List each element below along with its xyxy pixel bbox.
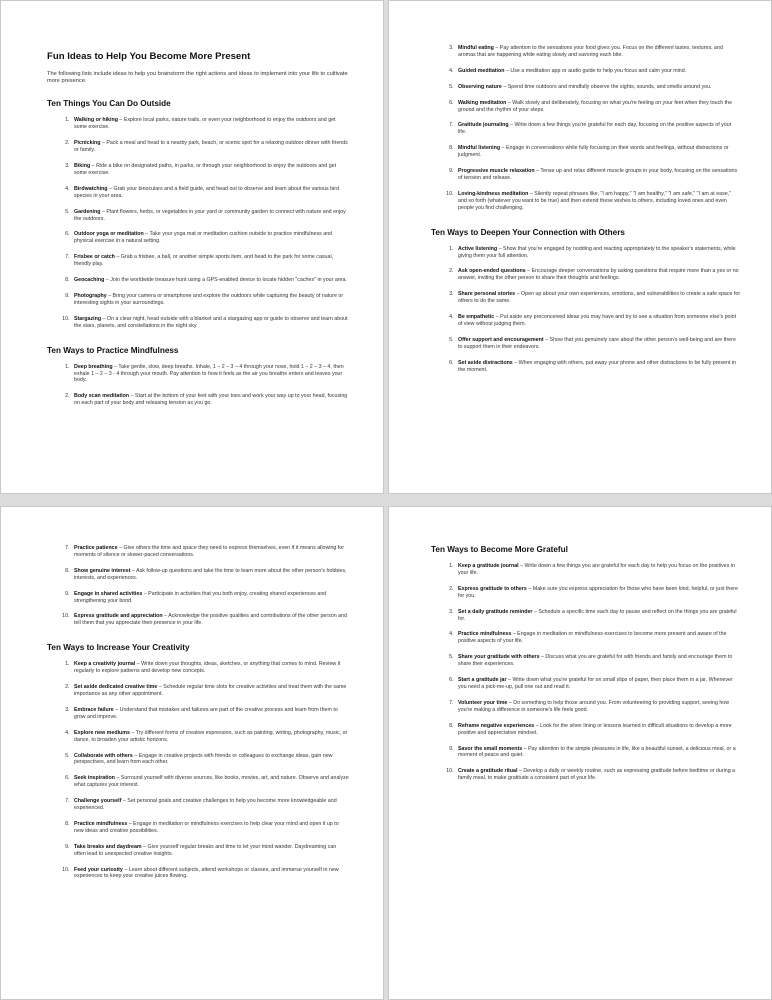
list-item: 2. Picnicking – Pack a meal and head to a nearby park, beach, or scenic spot for a relaxing outdoor dinner with friends or family. xyxy=(71,140,349,154)
list-item: 6. Start a gratitude jar – Write down what you're grateful for on small slips of paper, then place them in a jar. Whenever you need a pick-me-up, pull one out and read it. xyxy=(455,677,741,691)
list-item: 3. Set a daily gratitude reminder – Schedule a specific time each day to pause and reflect on the things you are grateful for. xyxy=(455,609,741,623)
section-heading-creativity: Ten Ways to Increase Your Creativity xyxy=(47,643,190,653)
list-item: 9. Progressive muscle relaxation – Tense up and relax different muscle groups in your body, focusing on the sensations of tension and release. xyxy=(455,168,741,182)
list-item: 7. Practice patience – Give others the time and space they need to express themselves, even if it means allowing for moments of silence or slower-paced conversations. xyxy=(71,545,349,559)
list-item: 4. Birdwatching – Grab your binoculars and a field guide, and head out to observe and learn about the various bird species in your area. xyxy=(71,186,349,200)
list-item: 8. Reframe negative experiences – Look for the silver lining or lessons learned in difficult situations to develop a more positive and appreciative mindset. xyxy=(455,723,741,737)
list-item: 2. Ask open-ended questions – Encourage deeper conversations by asking questions that require more than a yes or no answer, inviting the other person to share their thoughts and feelings. xyxy=(455,268,741,282)
list-item: 8. Mindful listening – Engage in conversations while fully focusing on their words and feelings, without distractions or judgment. xyxy=(455,145,741,159)
list-item: 7. Frisbee or catch – Grab a frisbee, a ball, or another simple sports item, and head to the park for some casual, friendly play. xyxy=(71,254,349,268)
list-item: 8. Geocaching – Join the worldwide treasure hunt using a GPS-enabled device to locate hidden "caches" in your area. xyxy=(71,277,349,284)
list-item: 9. Photography – Bring your camera or smartphone and explore the outdoors while capturing the beauty of nature or interesting sights in your surroundings. xyxy=(71,293,349,307)
list-item: 1. Deep breathing – Take gentle, slow, deep breaths. Inhale, 1 – 2 – 3 – 4 through your nose, hold 1 – 2 – 3 – 4, then exhale 1 – 2 – 3 - 4 through your mouth. Pay attention to how it feels as the air you breathe enters and leaves your body. xyxy=(71,364,349,385)
list-item: 6. Seek inspiration – Surround yourself with diverse sources, like books, movies, art, and nature. Observe and analyze what captures your interest. xyxy=(71,775,349,789)
list-item: 10. Loving-kindness meditation – Silently repeat phrases like, "I am happy," "I am healthy," "I am safe," "I am at ease," and so forth (whatever you want to be true) and then extend these wishes to others, including loved ones and even people you find challenging. xyxy=(455,191,741,212)
list-mindfulness-continued xyxy=(431,45,741,212)
list-item: 10. Stargazing – On a clear night, head outside with a blanket and a stargazing app or guide to observe and learn about the stars, planets, and constellations in the night sky. xyxy=(71,316,349,330)
list-item: 3. Biking – Ride a bike on designated paths, in parks, or through your neighborhood to enjoy the outdoors and get some exercise. xyxy=(71,163,349,177)
list-mindfulness xyxy=(47,364,349,408)
list-item: 5. Share your gratitude with others – Discuss what you are grateful for with friends and family and encourage them to share their experiences. xyxy=(455,654,741,668)
list-item: 5. Collaborate with others – Engage in creative projects with friends or colleagues to exchange ideas, gain new perspectives, and learn from each other. xyxy=(71,753,349,767)
list-item: 7. Challenge yourself – Set personal goals and creative challenges to help you become more knowledgeable and experienced. xyxy=(71,798,349,812)
list-item: 5. Observing nature – Spend time outdoors and mindfully observe the sights, sounds, and smells around you. xyxy=(455,84,741,91)
document-page-2 xyxy=(388,0,772,494)
list-item: 7. Gratitude journaling – Write down a few things you're grateful for each day, focusing on the positive aspects of your life. xyxy=(455,122,741,136)
list-item: 9. Take breaks and daydream – Give yourself regular breaks and time to let your mind wander. Daydreaming can often lead to unexpected creative insights. xyxy=(71,844,349,858)
list-item: 4. Explore new mediums – Try different forms of creative expression, such as painting, writing, photography, music, or dance, to broaden your artistic horizons. xyxy=(71,730,349,744)
section-heading-connection: Ten Ways to Deepen Your Connection with Others xyxy=(431,227,625,237)
list-item: 8. Practice mindfulness – Engage in meditation or mindfulness exercises to help clear your mind and open it up to new ideas and creative possibilities. xyxy=(71,821,349,835)
list-item: 3. Mindful eating – Pay attention to the sensations your food gives you. Focus on the different tastes, textures, and aromas that are happening while eating slowly and savoring each bite. xyxy=(455,45,741,59)
document-page-3 xyxy=(0,506,384,1000)
section-heading-outside: Ten Things You Can Do Outside xyxy=(47,99,171,109)
list-item: 4. Practice mindfulness – Engage in meditation or mindfulness exercises to become more present and aware of the positive aspects of your life. xyxy=(455,631,741,645)
list-item: 6. Set aside distractions – When engaging with others, put away your phone and other distractions to be fully present in the moment. xyxy=(455,360,741,374)
list-item: 9. Savor the small moments – Pay attention to the simple pleasures in life, like a beautiful sunset, a delicious meal, or a moment of peace and quiet. xyxy=(455,746,741,760)
list-item: 5. Gardening – Plant flowers, herbs, or vegetables in your yard or community garden to connect with nature and enjoy the outdoors. xyxy=(71,209,349,223)
page-title: Fun Ideas to Help You Become More Present xyxy=(47,51,251,62)
list-item: 9. Engage in shared activities – Participate in activities that you both enjoy, creating shared experiences and strengthening your bond. xyxy=(71,591,349,605)
list-item: 6. Walking meditation – Walk slowly and deliberately, focusing on what you're feeling on your feet when they touch the ground and the rhythm of your steps. xyxy=(455,100,741,114)
list-item: 1. Keep a creativity journal – Write down your thoughts, ideas, sketches, or anything that comes to mind. Review it regularly to explore patterns and develop new concepts. xyxy=(71,661,349,675)
list-connection-continued xyxy=(47,545,349,627)
intro-paragraph: The following lists include ideas to help you brainstorm the right actions and ideas to implement into your life to cultivate more presence. xyxy=(47,71,348,85)
document-page-1 xyxy=(0,0,384,494)
list-item: 4. Be empathetic – Put aside any preconceived ideas you may have and try to see a situation from someone else's point of view without judging them. xyxy=(455,314,741,328)
list-item: 6. Outdoor yoga or meditation – Take your yoga mat or meditation cushion outside to practice mindfulness and physical exercise in a natural setting. xyxy=(71,231,349,245)
list-item: 10. Feed your curiosity – Learn about different subjects, attend workshops or classes, and immerse yourself in new experiences to keep your creative juices flowing. xyxy=(71,867,349,881)
list-item: 1. Active listening – Show that you're engaged by nodding and reacting appropriately to the speaker's statements, while giving them your full attention. xyxy=(455,246,741,260)
list-creativity xyxy=(47,661,349,880)
list-item: 7. Volunteer your time – Do something to help those around you. From volunteering to providing support, seeing how you're making a difference in someone's life feels good. xyxy=(455,700,741,714)
list-item: 1. Keep a gratitude journal – Write down a few things you are grateful for each day to help you focus on the positives in your life. xyxy=(455,563,741,577)
list-item: 4. Guided meditation – Use a meditation app or audio guide to help you focus and calm your mind. xyxy=(455,68,741,75)
section-heading-mindfulness: Ten Ways to Practice Mindfulness xyxy=(47,345,179,355)
list-item: 10. Create a gratitude ritual – Develop a daily or weekly routine, such as expressing gratitude before bedtime or during a family meal, to make gratitude a consistent part of your life. xyxy=(455,768,741,782)
list-item: 1. Walking or hiking – Explore local parks, nature trails, or even your neighborhood to enjoy the outdoors and get some exercise. xyxy=(71,117,349,131)
list-item: 3. Embrace failure – Understand that mistakes and failures are part of the creative process and learn from them to grow and improve. xyxy=(71,707,349,721)
list-item: 2. Body scan meditation – Start at the bottom of your feet with your toes and work your way up to your head, focusing on each part of your body and releasing tension as you go. xyxy=(71,393,349,407)
list-gratitude xyxy=(431,563,741,782)
list-connection xyxy=(431,246,741,374)
list-item: 3. Share personal stories – Open up about your own experiences, emotions, and vulnerabilities to create a safe space for others to do the same. xyxy=(455,291,741,305)
list-item: 2. Set aside dedicated creative time – Schedule regular time slots for creative activities and treat them with the same importance as any other appointment. xyxy=(71,684,349,698)
list-item: 10. Express gratitude and appreciation – Acknowledge the positive qualities and contributions of the other person and tell them that you appreciate their presence in your life. xyxy=(71,613,349,627)
list-item: 2. Express gratitude to others – Make sure you express appreciation for those who have been kind, helpful, or just there for you. xyxy=(455,586,741,600)
list-item: 5. Offer support and encouragement – Show that you genuinely care about the other person's well-being and are there to support them in their endeavors. xyxy=(455,337,741,351)
document-page-4 xyxy=(388,506,772,1000)
list-item: 8. Show genuine interest – Ask follow-up questions and take the time to learn more about the other person's hobbies, interests, and experiences. xyxy=(71,568,349,582)
section-heading-gratitude: Ten Ways to Become More Grateful xyxy=(431,545,568,554)
list-outside xyxy=(47,117,349,329)
